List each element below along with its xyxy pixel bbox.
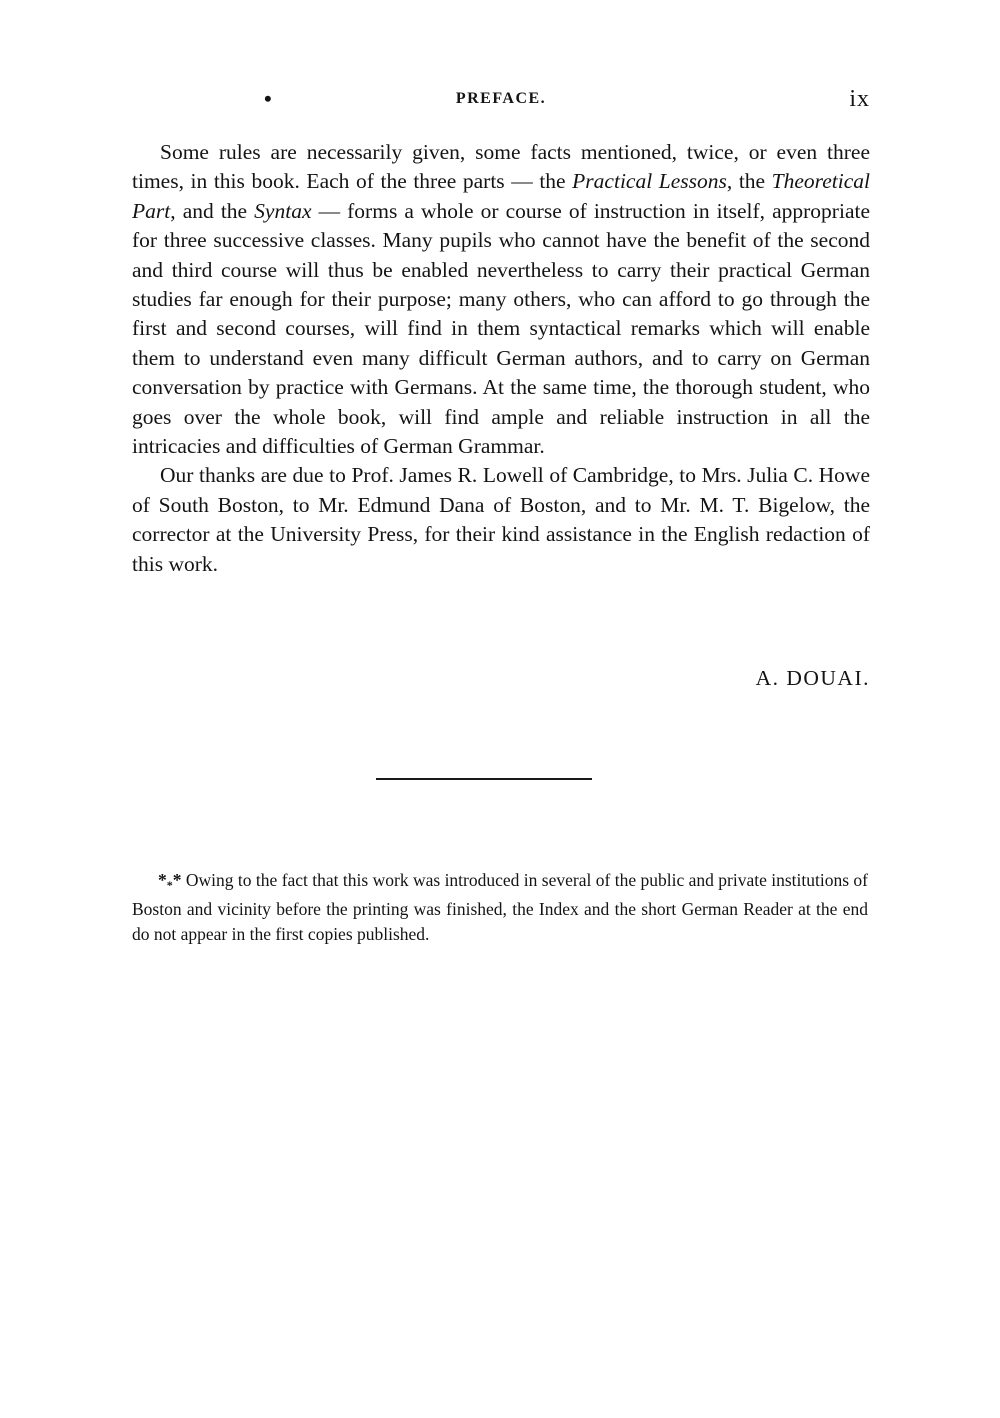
paragraph-1-segment: , and the	[170, 198, 255, 223]
paragraph-2: Our thanks are due to Prof. James R. Lowell of Cambridge, to Mrs. Julia C. Howe of South Boston, to Mr. Edmund Dana of Boston, and to Mr. M. T. Bigelow, the corrector at the University Press, for their kind assistance in the English redaction of this work.	[132, 463, 870, 576]
asterism-star-left: *	[158, 870, 167, 890]
footnote	[132, 868, 868, 946]
preface-body	[132, 138, 870, 579]
asterism-star-right: *	[172, 870, 182, 890]
page-title: PREFACE.	[455, 90, 547, 107]
running-head	[132, 86, 870, 116]
footnote-divider	[376, 778, 592, 780]
header-dot-mark: •	[264, 86, 272, 111]
paragraph-1-segment: — forms a whole or course of instruction in itself, appropriate for three successive classes. Many pupils who cannot have the benefit of the second and third course will thus be enabled nevertheless to carry their practical German studies far enough for their purpose; many others, who can afford to go through the first and second courses, will find in them syntactical remarks which will enable them to understand even many difficult German authors, and to carry on German conversation by practice with Germans. At the same time, the thorough student, who goes over the whole book, will find ample and reliable instruction in all the intricacies and difficulties of German Grammar.	[132, 198, 871, 459]
asterism-star-middle: *	[166, 878, 173, 892]
paragraph-1	[132, 138, 870, 461]
asterism	[158, 870, 182, 890]
footnote-text: Owing to the fact that this work was introduced in several of the public and private institutions of Boston and vicinity before the printing was finished, the Index and the short German Reader at the end do not appear in the first copies published.	[132, 870, 868, 944]
paragraph-1-segment: , the	[726, 169, 772, 194]
page-number: ix	[849, 86, 870, 112]
paragraph-1-segment: Some rules are necessarily given, some facts mentioned, twice, or even three times, in this book. Each of the three parts — the	[132, 140, 870, 194]
paragraph-1-italic-syntax: Syntax	[254, 198, 312, 223]
paragraph-1-italic-practical-lessons: Practical Lessons	[572, 169, 727, 194]
paragraph-1-italic-theoretical-part: Theoretical Part	[132, 169, 870, 223]
author-signature: A. DOUAI.	[755, 666, 870, 690]
